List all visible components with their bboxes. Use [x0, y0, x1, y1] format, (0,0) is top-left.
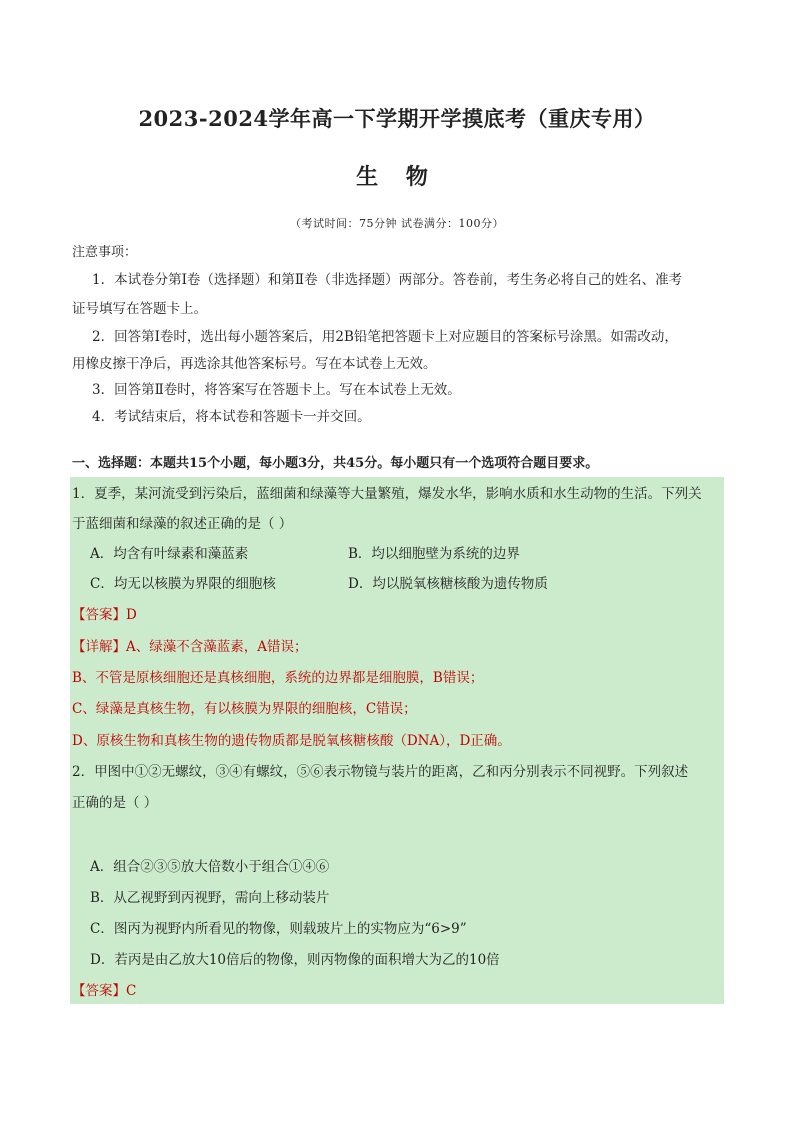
option-d: D．若丙是由乙放大10倍后的物像，则丙物像的面积增大为乙的10倍	[90, 951, 500, 968]
question-1-detail-row	[70, 629, 724, 660]
note-line: 证号填写在答题卡上。	[72, 301, 207, 317]
option-d: D．均以脱氧核糖核酸为遗传物质	[348, 576, 548, 592]
question-2-stem: 正确的是（ ）	[72, 795, 158, 811]
note-line: 用橡皮擦干净后，再选涂其他答案标号。写在本试卷上无效。	[72, 356, 437, 372]
detail-text: 【详解】A、绿藻不含藻蓝素，A错误；	[72, 638, 308, 655]
option-c: C．图丙为视野内所看见的物像，则载玻片上的实物应为“6>9”	[90, 920, 467, 937]
note-line: 2．回答第Ⅰ卷时，选出每小题答案后，用2B铅笔把答题卡上对应题目的答案标号涂黑。如需改动，	[92, 329, 678, 345]
option-a: A．均含有叶绿素和藻蓝素	[90, 546, 249, 562]
question-1-stem: 于蓝细菌和绿藻的叙述正确的是（ ）	[72, 516, 293, 532]
question-2-stem: 2．甲图中①②无螺纹，③④有螺纹，⑤⑥表示物镜与装片的距离，乙和丙分别表示不同视野。下列叙述	[72, 764, 689, 780]
question-2-stem-row	[70, 755, 724, 785]
question-1-options-row	[70, 537, 724, 567]
question-1-detail-row	[70, 722, 724, 755]
option-a: A．组合②③⑤放大倍数小于组合①④⑥	[90, 858, 330, 875]
note-line: 4．考试结束后，将本试卷和答题卡一并交回。	[92, 409, 371, 425]
section-header: 一、选择题：本题共15个小题，每小题3分，共45分。每小题只有一个选项符合题目要求。	[72, 456, 599, 471]
question-2-option-row	[70, 911, 724, 942]
question-1-stem-row	[70, 507, 724, 537]
question-1-detail-row	[70, 660, 724, 691]
detail-text: C、绿藻是真核生物，有以核膜为界限的细胞核，C错误；	[72, 700, 417, 717]
option-b: B．均以细胞壁为系统的边界	[348, 546, 520, 562]
subject-title: 生 物	[356, 164, 438, 190]
question-1-stem-row	[70, 477, 724, 507]
note-line: 1．本试卷分第Ⅰ卷（选择题）和第Ⅱ卷（非选择题）两部分。答卷前，考生务必将自己的姓名、准考	[92, 272, 683, 288]
exam-info: （考试时间：75分钟 试卷满分：100分）	[290, 217, 504, 230]
question-1-answer-row	[70, 597, 724, 629]
question-1-options-row	[70, 567, 724, 597]
notes-title: 注意事项：	[72, 245, 138, 260]
detail-text: D、原核生物和真核生物的遗传物质都是脱氧核糖核酸（DNA），D正确。	[72, 732, 511, 749]
option-c: C．均无以核膜为界限的细胞核	[90, 576, 276, 592]
question-1-stem: 1．夏季，某河流受到污染后，蓝细菌和绿藻等大量繁殖，爆发水华，影响水质和水生动物的生活。下列关	[72, 486, 702, 502]
question-2-option-row	[70, 849, 724, 880]
question-2-answer-row	[70, 973, 724, 1004]
answer-text: 【答案】D	[72, 607, 137, 623]
question-2-figure-space	[70, 817, 724, 849]
question-2-option-row	[70, 942, 724, 973]
option-b: B．从乙视野到丙视野，需向上移动装片	[90, 889, 330, 906]
question-2-stem-row	[70, 785, 724, 817]
answer-text: 【答案】C	[72, 982, 137, 999]
question-1-detail-row	[70, 691, 724, 722]
page-title: 2023-2024学年高一下学期开学摸底考（重庆专用）	[138, 106, 656, 131]
detail-text: B、不管是原核细胞还是真核细胞，系统的边界都是细胞膜，B错误；	[72, 669, 484, 686]
note-line: 3．回答第Ⅱ卷时，将答案写在答题卡上。写在本试卷上无效。	[92, 382, 461, 398]
question-2-option-row	[70, 880, 724, 911]
